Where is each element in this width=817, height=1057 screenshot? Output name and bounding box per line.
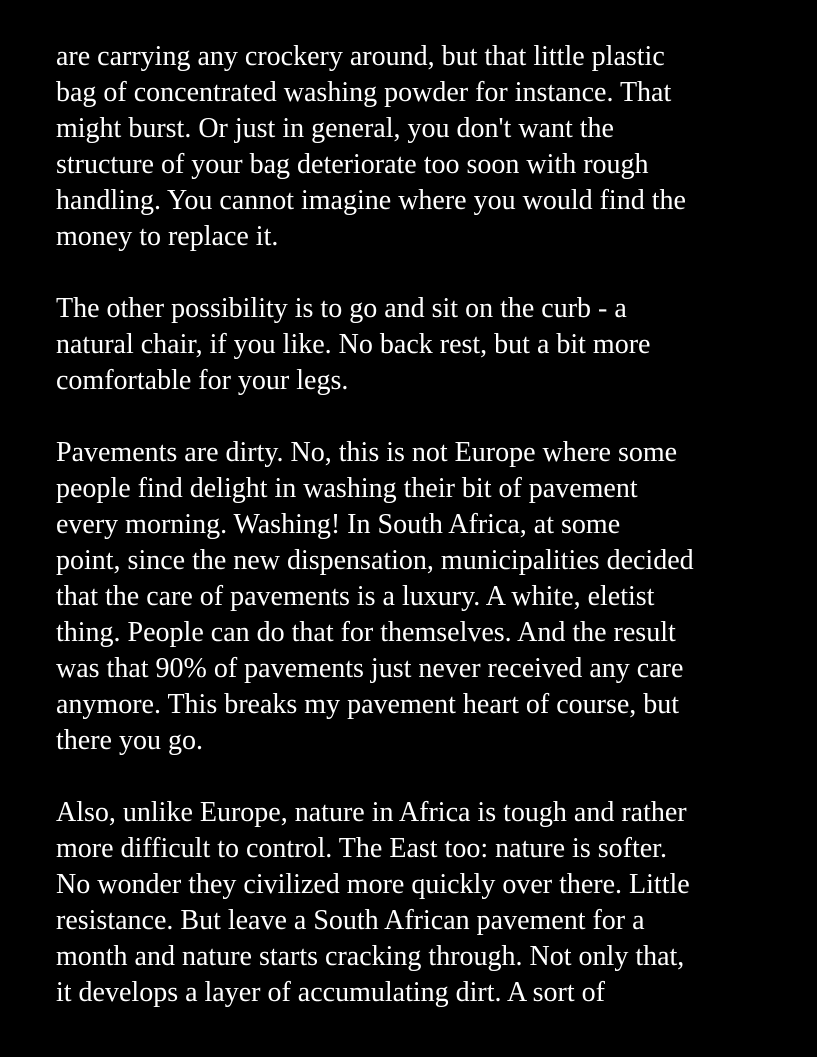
text-line: might burst. Or just in general, you don't want the bbox=[56, 113, 614, 144]
paragraph-4 bbox=[56, 795, 796, 1011]
text-line: structure of your bag deteriorate too soon with rough bbox=[56, 149, 649, 180]
text-line: month and nature starts cracking through. Not only that, bbox=[56, 941, 685, 972]
text-line: thing. People can do that for themselves. And the result bbox=[56, 617, 676, 648]
text-line: resistance. But leave a South African pavement for a bbox=[56, 905, 645, 936]
text-line: are carrying any crockery around, but that little plastic bbox=[56, 41, 665, 72]
text-line: there you go. bbox=[56, 725, 203, 756]
text-line: that the care of pavements is a luxury. A white, eletist bbox=[56, 581, 655, 612]
document-page bbox=[56, 39, 796, 1047]
text-line: comfortable for your legs. bbox=[56, 365, 349, 396]
text-line: was that 90% of pavements just never received any care bbox=[56, 653, 684, 684]
text-line: anymore. This breaks my pavement heart of course, but bbox=[56, 689, 680, 720]
text-line: people find delight in washing their bit of pavement bbox=[56, 473, 638, 504]
text-line: The other possibility is to go and sit on the curb - a bbox=[56, 293, 627, 324]
text-line: it develops a layer of accumulating dirt. A sort of bbox=[56, 977, 605, 1008]
text-line: Pavements are dirty. No, this is not Europe where some bbox=[56, 437, 678, 468]
text-line: more difficult to control. The East too: nature is softer. bbox=[56, 833, 667, 864]
text-line: Also, unlike Europe, nature in Africa is tough and rather bbox=[56, 797, 687, 828]
paragraph-1 bbox=[56, 39, 796, 255]
text-line: handling. You cannot imagine where you would find the bbox=[56, 185, 686, 216]
paragraph-2 bbox=[56, 291, 796, 399]
text-line: money to replace it. bbox=[56, 221, 279, 252]
paragraph-3 bbox=[56, 435, 796, 759]
text-line: every morning. Washing! In South Africa, at some bbox=[56, 509, 621, 540]
text-line: No wonder they civilized more quickly over there. Little bbox=[56, 869, 690, 900]
text-line: natural chair, if you like. No back rest, but a bit more bbox=[56, 329, 651, 360]
text-line: point, since the new dispensation, municipalities decided bbox=[56, 545, 694, 576]
text-line: bag of concentrated washing powder for instance. That bbox=[56, 77, 672, 108]
